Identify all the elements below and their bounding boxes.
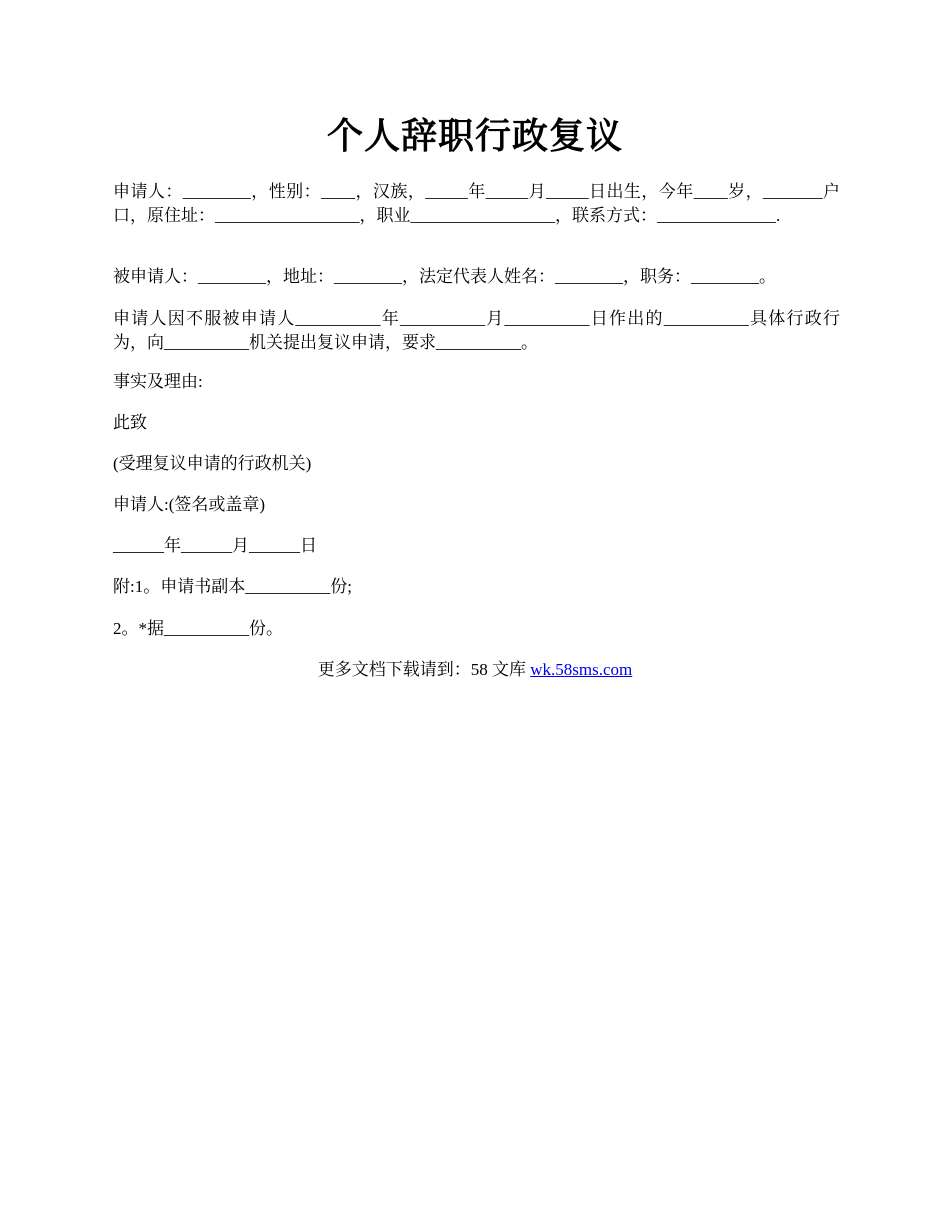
respondent-info-paragraph: 被申请人：________，地址：________，法定代表人姓名：________，职务：________。 xyxy=(113,267,776,286)
attachment-line-1: 附:1。申请书副本__________份; xyxy=(113,577,352,596)
salutation: 此致 xyxy=(113,413,147,432)
applicant-info-paragraph: 申请人：________，性别：____，汉族，_____年_____月_____日出生，今年____岁，_______户口，原住址：_________________，职业_________________，联系方式：______________. xyxy=(113,182,840,225)
download-footer xyxy=(0,658,950,682)
request-paragraph: 申请人因不服被申请人__________年__________月__________日作出的__________具体行政行为，向__________机关提出复议申请，要求__________。 xyxy=(113,309,840,352)
footer-text: 更多文档下载请到：58 文库 xyxy=(317,660,531,679)
recipient-authority: (受理复议申请的行政机关) xyxy=(113,454,312,473)
facts-and-reasons-heading: 事实及理由: xyxy=(113,372,203,391)
footer-link[interactable]: wk.58sms.com xyxy=(530,660,633,679)
applicant-signature-line: 申请人:(签名或盖章) xyxy=(113,495,266,514)
date-line: ______年______月______日 xyxy=(113,536,317,555)
document-title: 个人辞职行政复议 xyxy=(326,116,623,156)
attachment-line-2: 2。*据__________份。 xyxy=(113,619,283,638)
